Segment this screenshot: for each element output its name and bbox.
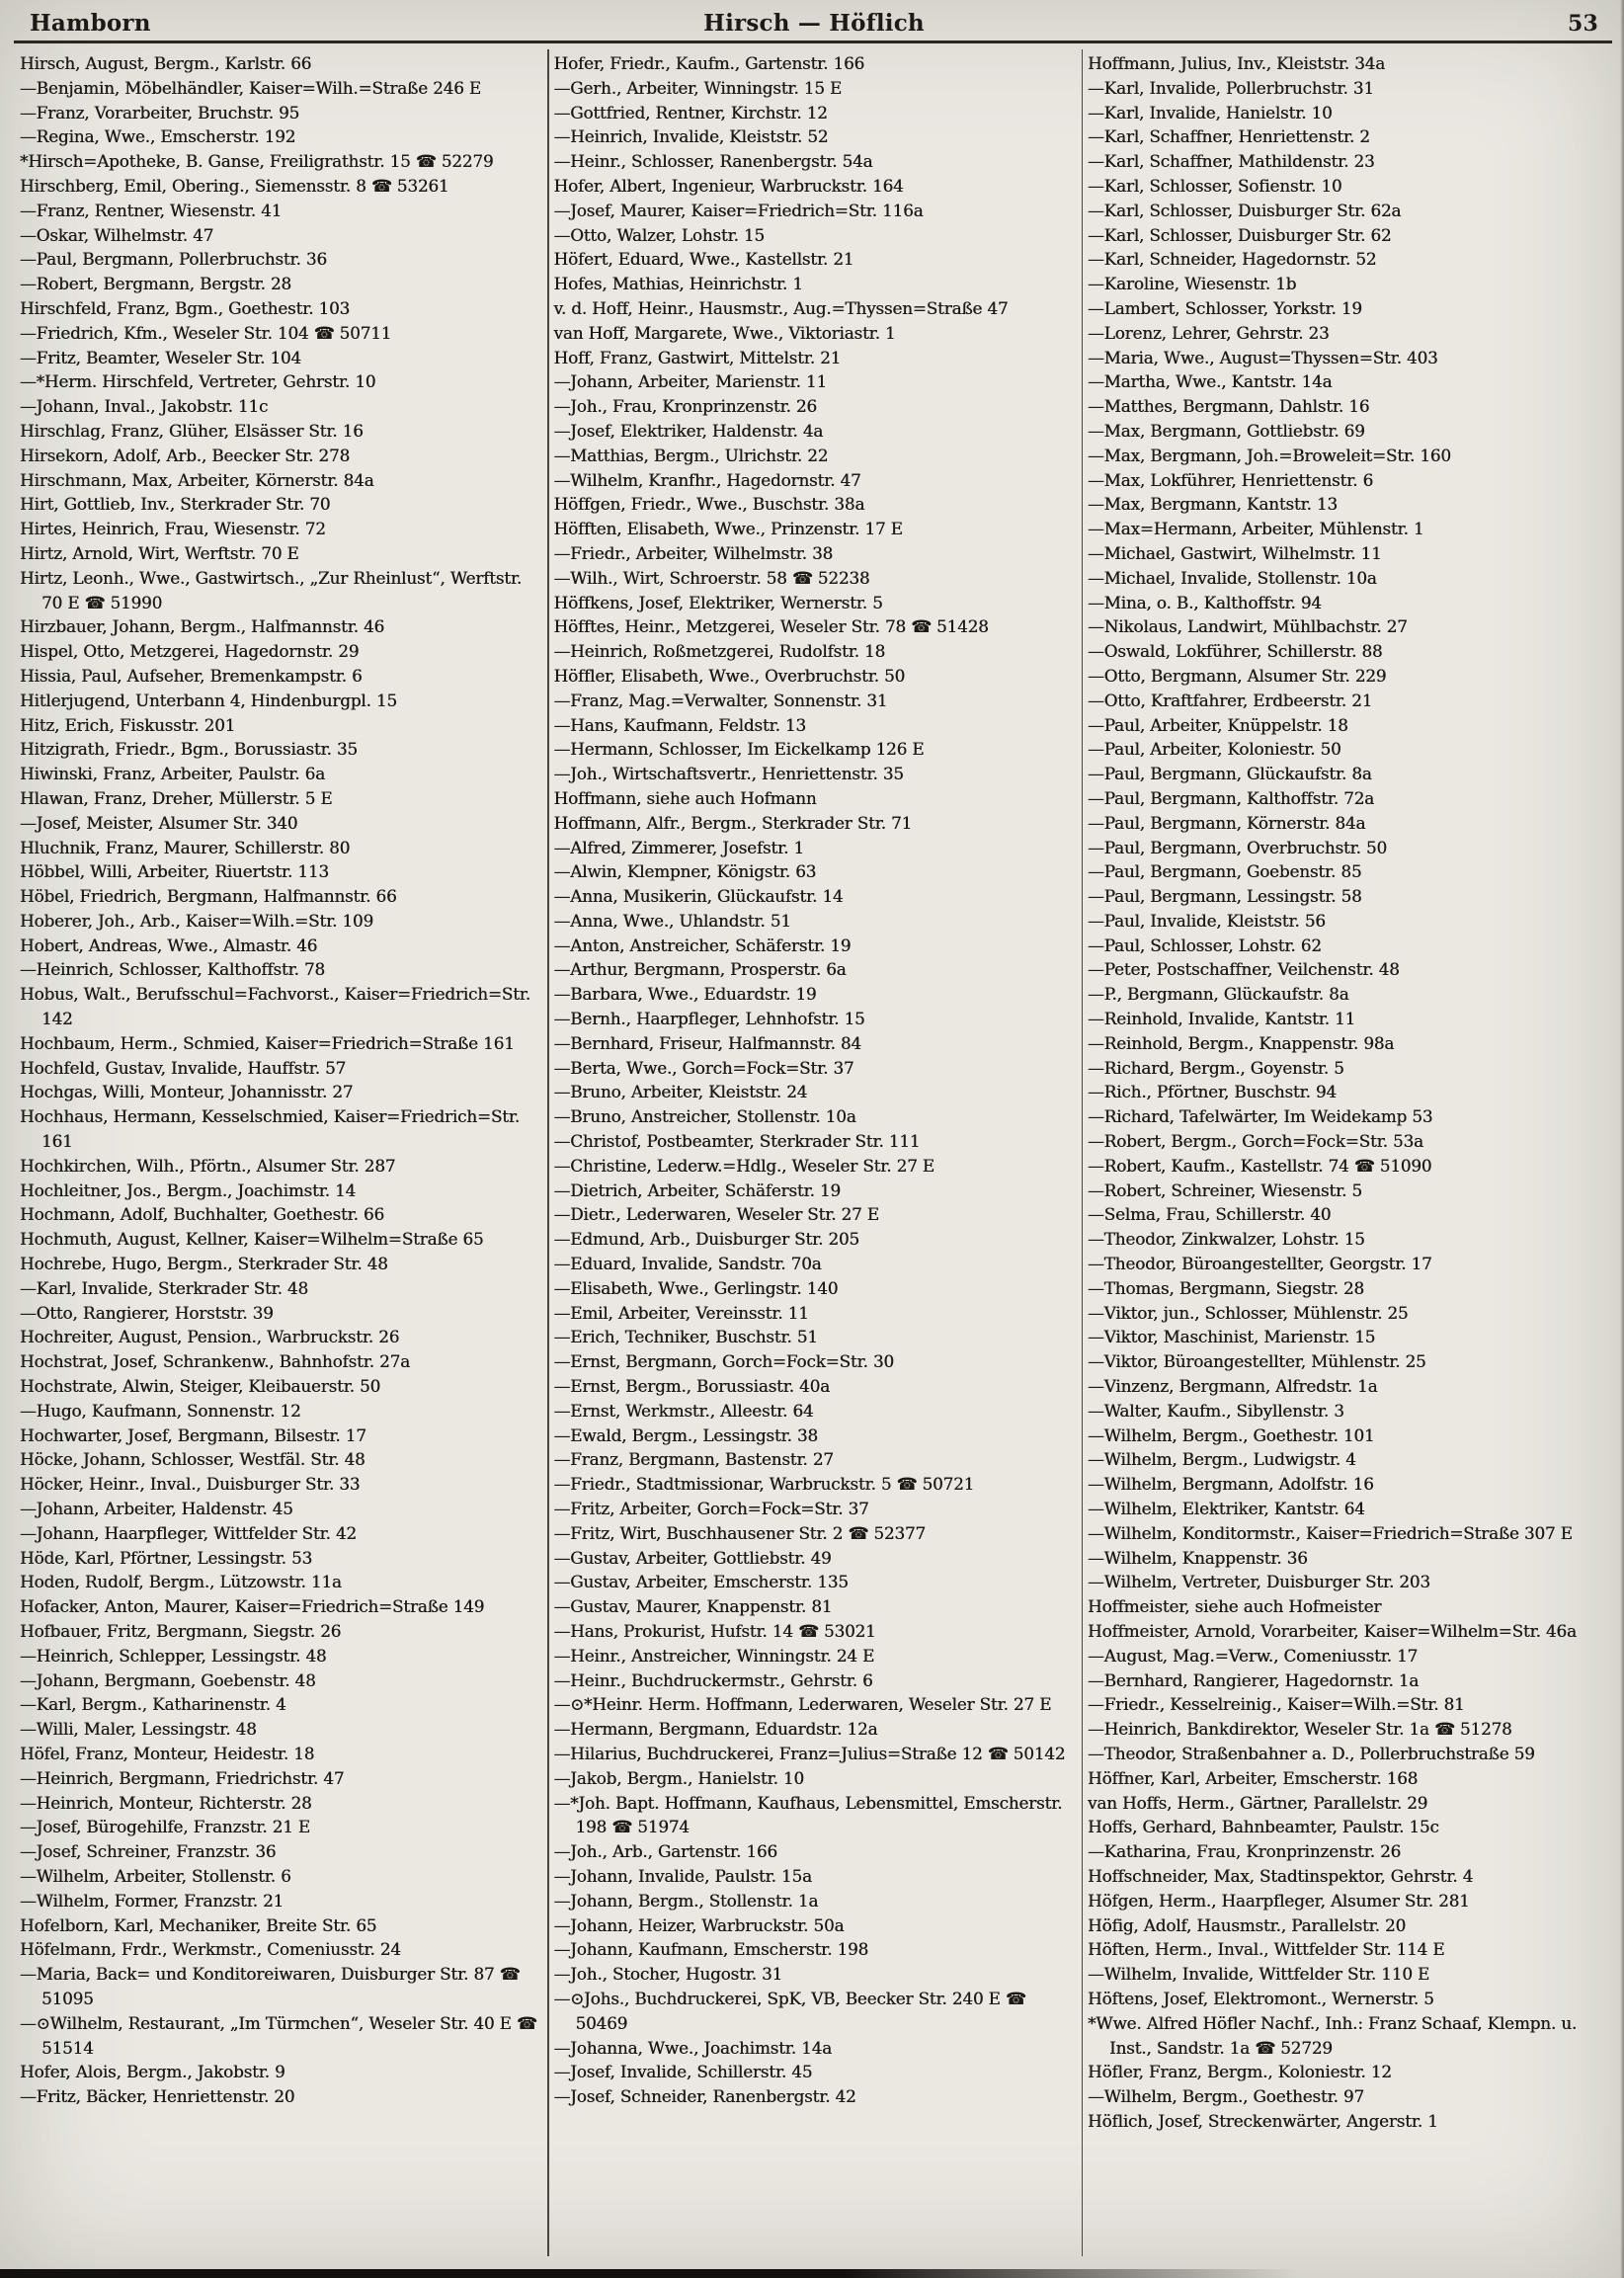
directory-entry: —Hermann, Bergmann, Eduardstr. 12a bbox=[553, 1719, 878, 1740]
directory-entry: —Max, Bergmann, Gottliebstr. 69 bbox=[1088, 420, 1365, 441]
directory-entry: —Oskar, Wilhelmstr. 47 bbox=[20, 224, 214, 245]
directory-entry: —Joh., Wirtschaftsvertr., Henriettenstr. 35 bbox=[553, 764, 904, 784]
directory-entry: —Anna, Musikerin, Glückaufstr. 14 bbox=[553, 886, 844, 907]
directory-entry: Hobus, Walt., Berufsschul=Fachvorst., Kaiser=Friedrich=Str. 142 bbox=[20, 984, 530, 1029]
directory-entry: —Anton, Anstreicher, Schäferstr. 19 bbox=[553, 935, 852, 955]
directory-entry: —Lorenz, Lehrer, Gehrstr. 23 bbox=[1088, 322, 1330, 343]
directory-entry: —Christine, Lederw.=Hdlg., Weseler Str. 27 E bbox=[553, 1155, 934, 1176]
directory-entry: —Paul, Arbeiter, Koloniestr. 50 bbox=[1088, 739, 1341, 760]
directory-entry: Hofbauer, Fritz, Bergmann, Siegstr. 26 bbox=[20, 1621, 342, 1641]
directory-entry: Hoden, Rudolf, Bergm., Lützowstr. 11a bbox=[20, 1572, 342, 1592]
directory-entry: —Richard, Bergm., Goyenstr. 5 bbox=[1088, 1057, 1344, 1078]
directory-entry: Höfftes, Heinr., Metzgerei, Weseler Str. 78 ☎ 51428 bbox=[553, 616, 989, 637]
directory-entry: Höffler, Elisabeth, Wwe., Overbruchstr. 50 bbox=[553, 665, 906, 686]
directory-entry: —Wilhelm, Kranfhr., Hagedornstr. 47 bbox=[553, 469, 861, 490]
directory-entry: —Karoline, Wiesenstr. 1b bbox=[1088, 274, 1297, 294]
directory-entry: —Katharina, Frau, Kronprinzenstr. 26 bbox=[1088, 1841, 1402, 1862]
directory-entry: Hochbaum, Herm., Schmied, Kaiser=Friedrich=Straße 161 bbox=[20, 1032, 515, 1053]
directory-entry: Hoffmann, Alfr., Bergm., Sterkrader Str. 71 bbox=[553, 812, 913, 833]
header-name-range: Hirsch — Höflich bbox=[703, 10, 925, 37]
directory-entry: —Martha, Wwe., Kantstr. 14a bbox=[1088, 371, 1333, 392]
scan-edge-artifact bbox=[0, 2269, 1624, 2278]
directory-entry: Hirsch, August, Bergm., Karlstr. 66 bbox=[20, 53, 312, 73]
directory-entry: —Wilhelm, Invalide, Wittfelder Str. 110 E bbox=[1088, 1964, 1430, 1985]
directory-entry: —⊙Johs., Buchdruckerei, SpK, VB, Beecker Str. 240 E ☎ 50469 bbox=[553, 1988, 1026, 2033]
directory-entry: —Paul, Arbeiter, Knüppelstr. 18 bbox=[1088, 714, 1348, 735]
directory-entry: —Michael, Gastwirt, Wilhelmstr. 11 bbox=[1088, 542, 1382, 563]
directory-entry: —Max, Bergmann, Joh.=Broweleit=Str. 160 bbox=[1088, 445, 1451, 465]
directory-entry: —Johann, Kaufmann, Emscherstr. 198 bbox=[553, 1939, 869, 1960]
directory-entry: —Josef, Bürogehilfe, Franzstr. 21 E bbox=[20, 1817, 310, 1837]
directory-entry: —Michael, Invalide, Stollenstr. 10a bbox=[1088, 567, 1377, 588]
directory-entry: —August, Mag.=Verw., Comeniusstr. 17 bbox=[1088, 1645, 1419, 1666]
directory-entry: Hirschberg, Emil, Obering., Siemensstr. 8 ☎ 53261 bbox=[20, 175, 449, 196]
directory-entry: —Bruno, Anstreicher, Stollenstr. 10a bbox=[553, 1106, 856, 1127]
directory-entry: —Friedrich, Kfm., Weseler Str. 104 ☎ 50711 bbox=[20, 322, 392, 343]
directory-entry: —Lambert, Schlosser, Yorkstr. 19 bbox=[1088, 297, 1362, 318]
directory-entry: Hoffmann, Julius, Inv., Kleiststr. 34a bbox=[1088, 53, 1386, 73]
directory-entry: Hofer, Albert, Ingenieur, Warbruckstr. 164 bbox=[553, 175, 904, 196]
directory-entry: —Karl, Schaffner, Henriettenstr. 2 bbox=[1088, 126, 1370, 147]
directory-entry: Hirtz, Arnold, Wirt, Werftstr. 70 E bbox=[20, 542, 299, 563]
directory-entry: Hirtz, Leonh., Wwe., Gastwirtsch., „Zur Rheinlust“, Werftstr. 70 E ☎ 51990 bbox=[20, 567, 523, 612]
directory-entry: —Otto, Kraftfahrer, Erdbeerstr. 21 bbox=[1088, 690, 1373, 710]
directory-entry: —Karl, Bergm., Katharinenstr. 4 bbox=[20, 1694, 286, 1715]
directory-entry: —Maria, Wwe., August=Thyssen=Str. 403 bbox=[1088, 347, 1438, 367]
directory-entry: Hirschfeld, Franz, Bgm., Goethestr. 103 bbox=[20, 297, 351, 318]
directory-entry: Hochgas, Willi, Monteur, Johannisstr. 27 bbox=[20, 1082, 354, 1102]
directory-entry: —Fritz, Beamter, Weseler Str. 104 bbox=[20, 347, 301, 367]
directory-entry: —Karl, Schaffner, Mathildenstr. 23 bbox=[1088, 151, 1375, 172]
directory-entry: Hochleitner, Jos., Bergm., Joachimstr. 14 bbox=[20, 1180, 357, 1200]
directory-entry: Hitlerjugend, Unterbann 4, Hindenburgpl. 15 bbox=[20, 690, 397, 710]
directory-entry: —Karl, Invalide, Hanielstr. 10 bbox=[1088, 102, 1333, 122]
directory-entry: —Josef, Meister, Alsumer Str. 340 bbox=[20, 812, 298, 833]
directory-entry: —Eduard, Invalide, Sandstr. 70a bbox=[553, 1254, 822, 1274]
directory-entry: Hirschlag, Franz, Glüher, Elsässer Str. 16 bbox=[20, 420, 364, 441]
directory-entry: —Matthes, Bergmann, Dahlstr. 16 bbox=[1088, 396, 1370, 417]
column-divider-right bbox=[1082, 49, 1084, 2256]
directory-entry: —Gustav, Arbeiter, Gottliebstr. 49 bbox=[553, 1547, 832, 1568]
directory-entry: Hissia, Paul, Aufseher, Bremenkampstr. 6 bbox=[20, 665, 363, 686]
directory-entry: Hluchnik, Franz, Maurer, Schillerstr. 80 bbox=[20, 837, 351, 857]
directory-entry: Höfel, Franz, Monteur, Heidestr. 18 bbox=[20, 1743, 315, 1763]
directory-entry: —Johann, Heizer, Warbruckstr. 50a bbox=[553, 1914, 845, 1935]
directory-entry: —Paul, Bergmann, Goebenstr. 85 bbox=[1088, 861, 1362, 882]
directory-entry: —Alfred, Zimmerer, Josefstr. 1 bbox=[553, 837, 804, 857]
directory-entry: —Elisabeth, Wwe., Gerlingstr. 140 bbox=[553, 1277, 839, 1298]
directory-entry: —Regina, Wwe., Emscherstr. 192 bbox=[20, 126, 296, 147]
directory-entry: —Edmund, Arb., Duisburger Str. 205 bbox=[553, 1229, 859, 1250]
directory-entry: —Heinrich, Schlosser, Kalthoffstr. 78 bbox=[20, 959, 325, 980]
directory-entry: —Wilhelm, Arbeiter, Stollenstr. 6 bbox=[20, 1865, 291, 1886]
directory-entry: —Reinhold, Bergm., Knappenstr. 98a bbox=[1088, 1032, 1395, 1053]
directory-entry: —Max, Bergmann, Kantstr. 13 bbox=[1088, 494, 1338, 515]
directory-entry: —Ewald, Bergm., Lessingstr. 38 bbox=[553, 1424, 818, 1445]
directory-entry: Hochstrat, Josef, Schrankenw., Bahnhofstr. 27a bbox=[20, 1351, 410, 1372]
header-page-number: 53 bbox=[1567, 11, 1598, 37]
directory-entry: Hochmann, Adolf, Buchhalter, Goethestr. 66 bbox=[20, 1204, 384, 1225]
directory-entry: —Ernst, Bergm., Borussiastr. 40a bbox=[553, 1376, 830, 1397]
directory-entry: —Willi, Maler, Lessingstr. 48 bbox=[20, 1719, 257, 1740]
directory-entry: —Josef, Elektriker, Haldenstr. 4a bbox=[553, 420, 824, 441]
directory-entry: —Josef, Maurer, Kaiser=Friedrich=Str. 116a bbox=[553, 200, 924, 220]
directory-entry: Hirzbauer, Johann, Bergm., Halfmannstr. 46 bbox=[20, 616, 385, 637]
directory-entry: Höffner, Karl, Arbeiter, Emscherstr. 168 bbox=[1088, 1767, 1419, 1788]
directory-entry: —Hilarius, Buchdruckerei, Franz=Julius=Straße 12 ☎ 50142 bbox=[553, 1743, 1066, 1763]
directory-entry: Hirtes, Heinrich, Frau, Wiesenstr. 72 bbox=[20, 519, 326, 539]
directory-entry: —Ernst, Bergmann, Gorch=Fock=Str. 30 bbox=[553, 1351, 894, 1372]
directory-entry: Hitzigrath, Friedr., Bgm., Borussiastr. 35 bbox=[20, 739, 358, 760]
directory-entry: —Bruno, Arbeiter, Kleiststr. 24 bbox=[553, 1082, 808, 1102]
directory-entry: —Theodor, Zinkwalzer, Lohstr. 15 bbox=[1088, 1229, 1365, 1250]
directory-entry: —Johann, Haarpfleger, Wittfelder Str. 42 bbox=[20, 1522, 357, 1543]
directory-entry: —Benjamin, Möbelhändler, Kaiser=Wilh.=Straße 246 E bbox=[20, 77, 481, 98]
directory-entry: —Viktor, Maschinist, Marienstr. 15 bbox=[1088, 1327, 1376, 1347]
directory-entry: Hofer, Alois, Bergm., Jakobstr. 9 bbox=[20, 2062, 285, 2082]
directory-entry: —Erich, Techniker, Buschstr. 51 bbox=[553, 1327, 818, 1347]
directory-entry: van Hoffs, Herm., Gärtner, Parallelstr. 29 bbox=[1088, 1792, 1428, 1813]
directory-columns bbox=[0, 43, 1624, 2256]
directory-entry: —Johann, Inval., Jakobstr. 11c bbox=[20, 396, 269, 417]
directory-entry: Hofes, Mathias, Heinrichstr. 1 bbox=[553, 274, 803, 294]
directory-entry: —Wilhelm, Bergm., Goethestr. 97 bbox=[1088, 2086, 1364, 2107]
directory-entry: —Friedr., Kesselreinig., Kaiser=Wilh.=Str. 81 bbox=[1088, 1694, 1465, 1715]
directory-entry: Höbel, Friedrich, Bergmann, Halfmannstr. 66 bbox=[20, 886, 397, 907]
directory-entry: —Johann, Arbeiter, Haldenstr. 45 bbox=[20, 1499, 293, 1519]
directory-entry: —Max, Lokführer, Henriettenstr. 6 bbox=[1088, 469, 1373, 490]
directory-entry: —Berta, Wwe., Gorch=Fock=Str. 37 bbox=[553, 1057, 854, 1078]
directory-entry: —Thomas, Bergmann, Siegstr. 28 bbox=[1088, 1277, 1364, 1298]
directory-entry: —Nikolaus, Landwirt, Mühlbachstr. 27 bbox=[1088, 616, 1408, 637]
directory-entry: —Gerh., Arbeiter, Winningstr. 15 E bbox=[553, 77, 843, 98]
directory-entry: Höffgen, Friedr., Wwe., Buschstr. 38a bbox=[553, 494, 865, 515]
directory-entry: —Franz, Bergmann, Bastenstr. 27 bbox=[553, 1449, 834, 1470]
directory-entry: —Wilhelm, Bergmann, Adolfstr. 16 bbox=[1088, 1474, 1374, 1495]
directory-entry: Höcke, Johann, Schlosser, Westfäl. Str. 48 bbox=[20, 1449, 365, 1470]
directory-entry: —Dietr., Lederwaren, Weseler Str. 27 E bbox=[553, 1204, 879, 1225]
directory-entry: —Paul, Bergmann, Pollerbruchstr. 36 bbox=[20, 249, 327, 270]
directory-entry: —Peter, Postschaffner, Veilchenstr. 48 bbox=[1088, 959, 1400, 980]
directory-entry: —Theodor, Straßenbahner a. D., Pollerbruchstraße 59 bbox=[1088, 1743, 1535, 1763]
directory-entry: —Arthur, Bergmann, Prosperstr. 6a bbox=[553, 959, 847, 980]
directory-entry: Hitz, Erich, Fiskusstr. 201 bbox=[20, 714, 236, 735]
directory-entry: Höften, Herm., Inval., Wittfelder Str. 114 E bbox=[1088, 1939, 1445, 1960]
directory-entry: —Bernh., Haarpfleger, Lehnhofstr. 15 bbox=[553, 1009, 865, 1029]
directory-entry: Hochreiter, August, Pension., Warbruckstr. 26 bbox=[20, 1327, 400, 1347]
directory-entry: Hochkirchen, Wilh., Pförtn., Alsumer Str. 287 bbox=[20, 1155, 396, 1176]
directory-entry: —Heinrich, Roßmetzgerei, Rudolfstr. 18 bbox=[553, 641, 886, 662]
directory-entry: *Hirsch=Apotheke, B. Ganse, Freiligrathstr. 15 ☎ 52279 bbox=[20, 151, 494, 172]
directory-entry: —Hans, Kaufmann, Feldstr. 13 bbox=[553, 714, 806, 735]
directory-entry: —Friedr., Stadtmissionar, Warbruckstr. 5 ☎ 50721 bbox=[553, 1474, 975, 1495]
directory-entry: Höde, Karl, Pförtner, Lessingstr. 53 bbox=[20, 1547, 313, 1568]
directory-entry: —Heinr., Buchdruckermstr., Gehrstr. 6 bbox=[553, 1669, 873, 1690]
directory-entry: —Anna, Wwe., Uhlandstr. 51 bbox=[553, 910, 791, 931]
directory-entry: Hochrebe, Hugo, Bergm., Sterkrader Str. 48 bbox=[20, 1254, 388, 1274]
scan-edge-right-artifact bbox=[1620, 0, 1624, 2278]
directory-entry: —Friedr., Arbeiter, Wilhelmstr. 38 bbox=[553, 542, 834, 563]
column-divider-left bbox=[547, 49, 549, 2256]
directory-entry: Hochfeld, Gustav, Invalide, Hauffstr. 57 bbox=[20, 1057, 347, 1078]
directory-entry: —Heinrich, Invalide, Kleiststr. 52 bbox=[553, 126, 829, 147]
directory-entry: Höflich, Josef, Streckenwärter, Angerstr. 1 bbox=[1088, 2110, 1438, 2131]
directory-entry: Hochmuth, August, Kellner, Kaiser=Wilhelm=Straße 65 bbox=[20, 1229, 484, 1250]
directory-entry: —Paul, Bergmann, Overbruchstr. 50 bbox=[1088, 837, 1387, 857]
directory-entry: —Hermann, Schlosser, Im Eickelkamp 126 E bbox=[553, 739, 925, 760]
directory-entry: —Heinrich, Schlepper, Lessingstr. 48 bbox=[20, 1645, 327, 1666]
directory-entry: —Gottfried, Rentner, Kirchstr. 12 bbox=[553, 102, 828, 122]
directory-entry: Hiwinski, Franz, Arbeiter, Paulstr. 6a bbox=[20, 764, 325, 784]
directory-entry: —Robert, Bergm., Gorch=Fock=Str. 53a bbox=[1088, 1131, 1423, 1152]
directory-entry: Höbbel, Willi, Arbeiter, Riuertstr. 113 bbox=[20, 861, 329, 882]
directory-entry: —Wilhelm, Bergm., Ludwigstr. 4 bbox=[1088, 1449, 1356, 1470]
directory-entry: —Mina, o. B., Kalthoffstr. 94 bbox=[1088, 592, 1322, 612]
column-middle bbox=[552, 49, 1079, 2256]
directory-entry: —Max=Hermann, Arbeiter, Mühlenstr. 1 bbox=[1088, 519, 1424, 539]
directory-entry: Hoff, Franz, Gastwirt, Mittelstr. 21 bbox=[553, 347, 842, 367]
directory-entry: —Barbara, Wwe., Eduardstr. 19 bbox=[553, 984, 817, 1005]
directory-entry: —Maria, Back= und Konditoreiwaren, Duisburger Str. 87 ☎ 51095 bbox=[20, 1964, 521, 2008]
directory-entry: —Wilhelm, Knappenstr. 36 bbox=[1088, 1547, 1308, 1568]
directory-entry: —Heinrich, Bergmann, Friedrichstr. 47 bbox=[20, 1767, 345, 1788]
directory-entry: —Wilhelm, Former, Franzstr. 21 bbox=[20, 1890, 284, 1911]
directory-entry: —Franz, Rentner, Wiesenstr. 41 bbox=[20, 200, 283, 220]
directory-entry: Höffkens, Josef, Elektriker, Wernerstr. 5 bbox=[553, 592, 883, 612]
directory-entry: Höfften, Elisabeth, Wwe., Prinzenstr. 17 E bbox=[553, 519, 903, 539]
directory-entry: —Karl, Invalide, Pollerbruchstr. 31 bbox=[1088, 77, 1374, 98]
directory-entry: —Wilhelm, Vertreter, Duisburger Str. 203 bbox=[1088, 1572, 1430, 1592]
directory-entry: —Otto, Rangierer, Horststr. 39 bbox=[20, 1302, 274, 1323]
directory-entry: —Heinrich, Bankdirektor, Weseler Str. 1a ☎ 51278 bbox=[1088, 1719, 1512, 1740]
directory-entry: —*Herm. Hirschfeld, Vertreter, Gehrstr. 10 bbox=[20, 371, 376, 392]
directory-entry: *Wwe. Alfred Höfler Nachf., Inh.: Franz Schaaf, Klempn. u. Inst., Sandstr. 1a ☎ 52729 bbox=[1088, 2012, 1578, 2058]
directory-entry: Hofacker, Anton, Maurer, Kaiser=Friedrich=Straße 149 bbox=[20, 1596, 485, 1617]
directory-entry: —Wilh., Wirt, Schroerstr. 58 ☎ 52238 bbox=[553, 567, 870, 588]
directory-entry: —Josef, Invalide, Schillerstr. 45 bbox=[553, 2062, 813, 2082]
directory-entry: —Theodor, Büroangestellter, Georgstr. 17 bbox=[1088, 1254, 1432, 1274]
directory-entry: —Paul, Bergmann, Kalthoffstr. 72a bbox=[1088, 787, 1374, 808]
directory-entry: Hlawan, Franz, Dreher, Müllerstr. 5 E bbox=[20, 787, 333, 808]
directory-entry: Hofelborn, Karl, Mechaniker, Breite Str. 65 bbox=[20, 1914, 377, 1935]
directory-entry: —Jakob, Bergm., Hanielstr. 10 bbox=[553, 1767, 804, 1788]
directory-entry: —Gustav, Maurer, Knappenstr. 81 bbox=[553, 1596, 833, 1617]
directory-entry: —Karl, Invalide, Sterkrader Str. 48 bbox=[20, 1277, 308, 1298]
directory-entry: Höcker, Heinr., Inval., Duisburger Str. 33 bbox=[20, 1474, 361, 1495]
directory-entry: —Dietrich, Arbeiter, Schäferstr. 19 bbox=[553, 1180, 841, 1200]
directory-entry: Hispel, Otto, Metzgerei, Hagedornstr. 29 bbox=[20, 641, 360, 662]
directory-entry: —⊙Wilhelm, Restaurant, „Im Türmchen“, Weseler Str. 40 E ☎ 51514 bbox=[20, 2012, 537, 2058]
directory-entry: Hirsekorn, Adolf, Arb., Beecker Str. 278 bbox=[20, 445, 350, 465]
column-right bbox=[1086, 49, 1612, 2256]
directory-entry: Höfig, Adolf, Hausmstr., Parallelstr. 20 bbox=[1088, 1914, 1407, 1935]
directory-entry: —Franz, Vorarbeiter, Bruchstr. 95 bbox=[20, 102, 300, 122]
directory-entry: —Hugo, Kaufmann, Sonnenstr. 12 bbox=[20, 1400, 301, 1421]
directory-entry: —Wilhelm, Elektriker, Kantstr. 64 bbox=[1088, 1499, 1365, 1519]
directory-entry: —Karl, Schlosser, Duisburger Str. 62a bbox=[1088, 200, 1402, 220]
directory-entry: —Paul, Invalide, Kleiststr. 56 bbox=[1088, 910, 1326, 931]
directory-entry: —Hans, Prokurist, Hufstr. 14 ☎ 53021 bbox=[553, 1621, 876, 1641]
directory-entry: —Josef, Schneider, Ranenbergstr. 42 bbox=[553, 2086, 856, 2107]
directory-entry: —Robert, Bergmann, Bergstr. 28 bbox=[20, 274, 291, 294]
directory-entry: Höftens, Josef, Elektromont., Wernerstr. 5 bbox=[1088, 1988, 1434, 2008]
directory-entry: —Paul, Schlosser, Lohstr. 62 bbox=[1088, 935, 1322, 955]
directory-entry: Hoffmeister, Arnold, Vorarbeiter, Kaiser=Wilhelm=Str. 46a bbox=[1088, 1621, 1577, 1641]
directory-entry: —Vinzenz, Bergmann, Alfredstr. 1a bbox=[1088, 1376, 1378, 1397]
directory-entry: —Walter, Kaufm., Sibyllenstr. 3 bbox=[1088, 1400, 1344, 1421]
directory-entry: Hoffmeister, siehe auch Hofmeister bbox=[1088, 1596, 1382, 1617]
directory-entry: Hoberer, Joh., Arb., Kaiser=Wilh.=Str. 109 bbox=[20, 910, 373, 931]
directory-entry: van Hoff, Margarete, Wwe., Viktoriastr. 1 bbox=[553, 322, 896, 343]
directory-entry: —Joh., Frau, Kronprinzenstr. 26 bbox=[553, 396, 817, 417]
directory-entry: —Heinr., Anstreicher, Winningstr. 24 E bbox=[553, 1645, 875, 1666]
directory-entry: —Fritz, Wirt, Buschhausener Str. 2 ☎ 52377 bbox=[553, 1522, 926, 1543]
directory-entry: —Karl, Schlosser, Sofienstr. 10 bbox=[1088, 175, 1342, 196]
directory-entry: —Johann, Arbeiter, Marienstr. 11 bbox=[553, 371, 827, 392]
directory-entry: —Paul, Bergmann, Glückaufstr. 8a bbox=[1088, 764, 1372, 784]
directory-entry: —Franz, Mag.=Verwalter, Sonnenstr. 31 bbox=[553, 690, 888, 710]
directory-entry: —Alwin, Klempner, Königstr. 63 bbox=[553, 861, 817, 882]
directory-entry: Hochwarter, Josef, Bergmann, Bilsestr. 17 bbox=[20, 1424, 366, 1445]
directory-entry: —*Joh. Bapt. Hoffmann, Kaufhaus, Lebensmittel, Emscherstr. 198 ☎ 51974 bbox=[553, 1792, 1063, 1837]
directory-entry: —Selma, Frau, Schillerstr. 40 bbox=[1088, 1204, 1332, 1225]
directory-entry: Hofer, Friedr., Kaufm., Gartenstr. 166 bbox=[553, 53, 865, 73]
directory-entry: —Wilhelm, Bergm., Goethestr. 101 bbox=[1088, 1424, 1375, 1445]
directory-entry: —Johann, Invalide, Paulstr. 15a bbox=[553, 1865, 812, 1886]
directory-entry: Hoffmann, siehe auch Hofmann bbox=[553, 787, 817, 808]
header-place: Hamborn bbox=[30, 10, 151, 37]
directory-entry: —Matthias, Bergm., Ulrichstr. 22 bbox=[553, 445, 829, 465]
directory-entry: —Robert, Schreiner, Wiesenstr. 5 bbox=[1088, 1180, 1362, 1200]
directory-entry: —Viktor, jun., Schlosser, Mühlenstr. 25 bbox=[1088, 1302, 1409, 1323]
directory-entry: —Rich., Pförtner, Buschstr. 94 bbox=[1088, 1082, 1337, 1102]
directory-entry: Hoffschneider, Max, Stadtinspektor, Gehrstr. 4 bbox=[1088, 1865, 1474, 1886]
directory-entry: —Fritz, Bäcker, Henriettenstr. 20 bbox=[20, 2086, 295, 2107]
directory-entry: Höfler, Franz, Bergm., Koloniestr. 12 bbox=[1088, 2062, 1392, 2082]
directory-entry: Hirt, Gottlieb, Inv., Sterkrader Str. 70 bbox=[20, 494, 331, 515]
directory-entry: —Johann, Bergmann, Goebenstr. 48 bbox=[20, 1669, 316, 1690]
directory-entry: v. d. Hoff, Heinr., Hausmstr., Aug.=Thyssen=Straße 47 bbox=[553, 297, 1009, 318]
directory-entry: —Reinhold, Invalide, Kantstr. 11 bbox=[1088, 1009, 1356, 1029]
directory-entry: —Christof, Postbeamter, Sterkrader Str. 111 bbox=[553, 1131, 921, 1152]
directory-entry: —P., Bergmann, Glückaufstr. 8a bbox=[1088, 984, 1349, 1005]
directory-entry: —Gustav, Arbeiter, Emscherstr. 135 bbox=[553, 1572, 849, 1592]
directory-entry: —Otto, Walzer, Lohstr. 15 bbox=[553, 224, 765, 245]
directory-entry: —Josef, Schreiner, Franzstr. 36 bbox=[20, 1841, 277, 1862]
directory-entry: —Otto, Bergmann, Alsumer Str. 229 bbox=[1088, 665, 1387, 686]
directory-entry: Hirschmann, Max, Arbeiter, Körnerstr. 84a bbox=[20, 469, 374, 490]
directory-entry: Höfelmann, Frdr., Werkmstr., Comeniusstr. 24 bbox=[20, 1939, 401, 1960]
directory-entry: —Joh., Stocher, Hugostr. 31 bbox=[553, 1964, 783, 1985]
directory-entry: Hochhaus, Hermann, Kesselschmied, Kaiser=Friedrich=Str. 161 bbox=[20, 1106, 521, 1152]
directory-entry: —Johanna, Wwe., Joachimstr. 14a bbox=[553, 2037, 832, 2058]
column-left bbox=[18, 49, 544, 2256]
directory-entry: —Bernhard, Friseur, Halfmannstr. 84 bbox=[553, 1032, 861, 1053]
directory-entry: —Ernst, Werkmstr., Alleestr. 64 bbox=[553, 1400, 814, 1421]
directory-entry: Hochstrate, Alwin, Steiger, Kleibauerstr. 50 bbox=[20, 1376, 381, 1397]
directory-entry: —Robert, Kaufm., Kastellstr. 74 ☎ 51090 bbox=[1088, 1155, 1432, 1176]
directory-entry: —Joh., Arb., Gartenstr. 166 bbox=[553, 1841, 777, 1862]
directory-entry: —Richard, Tafelwärter, Im Weidekamp 53 bbox=[1088, 1106, 1433, 1127]
directory-entry: —Heinr., Schlosser, Ranenbergstr. 54a bbox=[553, 151, 873, 172]
page-header bbox=[0, 0, 1624, 39]
directory-entry: Hoffs, Gerhard, Bahnbeamter, Paulstr. 15c bbox=[1088, 1817, 1439, 1837]
directory-entry: —Wilhelm, Konditormstr., Kaiser=Friedrich=Straße 307 E bbox=[1088, 1522, 1573, 1543]
directory-entry: —Bernhard, Rangierer, Hagedornstr. 1a bbox=[1088, 1669, 1420, 1690]
directory-entry: —Johann, Bergm., Stollenstr. 1a bbox=[553, 1890, 819, 1911]
directory-entry: —Emil, Arbeiter, Vereinsstr. 11 bbox=[553, 1302, 809, 1323]
directory-entry: —Paul, Bergmann, Körnerstr. 84a bbox=[1088, 812, 1366, 833]
directory-entry: —Karl, Schneider, Hagedornstr. 52 bbox=[1088, 249, 1377, 270]
directory-entry: Hobert, Andreas, Wwe., Almastr. 46 bbox=[20, 935, 318, 955]
directory-entry: —Viktor, Büroangestellter, Mühlenstr. 25 bbox=[1088, 1351, 1426, 1372]
directory-entry: —Heinrich, Monteur, Richterstr. 28 bbox=[20, 1792, 312, 1813]
directory-entry: Höfgen, Herm., Haarpfleger, Alsumer Str. 281 bbox=[1088, 1890, 1470, 1911]
directory-entry: —⊙*Heinr. Herm. Hoffmann, Lederwaren, Weseler Str. 27 E bbox=[553, 1694, 1052, 1715]
directory-entry: —Karl, Schlosser, Duisburger Str. 62 bbox=[1088, 224, 1392, 245]
directory-entry: Höfert, Eduard, Wwe., Kastellstr. 21 bbox=[553, 249, 854, 270]
directory-entry: —Fritz, Arbeiter, Gorch=Fock=Str. 37 bbox=[553, 1499, 869, 1519]
directory-entry: —Paul, Bergmann, Lessingstr. 58 bbox=[1088, 886, 1362, 907]
directory-entry: —Oswald, Lokführer, Schillerstr. 88 bbox=[1088, 641, 1383, 662]
